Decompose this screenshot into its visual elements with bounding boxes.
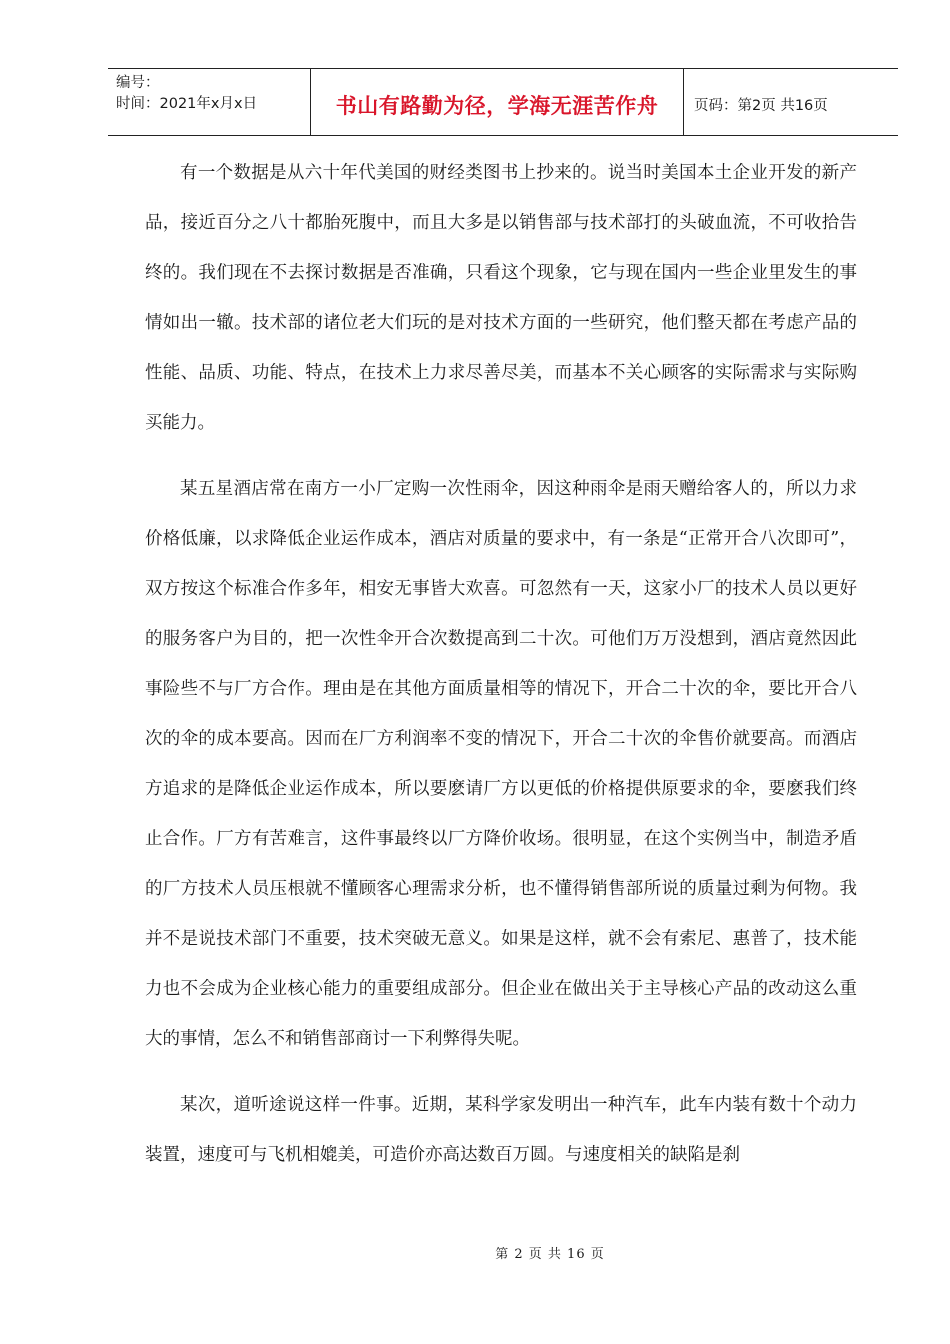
- page-header: [108, 68, 898, 136]
- page-footer: 第 2 页 共 16 页: [495, 1247, 605, 1262]
- header-motto: 书山有路勤为径，学海无涯苦作舟: [310, 69, 684, 135]
- header-page-code: 页码：第2页 共16页: [694, 97, 828, 114]
- paragraph-3: 某次，道听途说这样一件事。近期，某科学家发明出一种汽车，此车内装有数十个动力装置，速度可与飞机相媲美，可造价亦高达数百万圆。与速度相关的缺陷是刹: [145, 1095, 857, 1165]
- document-body: [145, 148, 857, 1196]
- paragraph-1: 有一个数据是从六十年代美国的财经类图书上抄来的。说当时美国本土企业开发的新产品，接近百分之八十都胎死腹中，而且大多是以销售部与技术部打的头破血流，不可收拾告终的。我们现在不去探讨数据是否准确，只看这个现象，它与现在国内一些企业里发生的事情如出一辙。技术部的诸位老大们玩的是对技术方面的一些研究，他们整天都在考虑产品的性能、品质、功能、特点，在技术上力求尽善尽美，而基本不关心顾客的实际需求与实际购买能力。: [145, 163, 857, 433]
- time-label: 时间：2021年x月x日: [116, 96, 258, 112]
- header-info-cell: [108, 69, 310, 135]
- paragraph-2: 某五星酒店常在南方一小厂定购一次性雨伞，因这种雨伞是雨天赠给客人的，所以力求价格低廉，以求降低企业运作成本，酒店对质量的要求中，有一条是“正常开合八次即可”，双方按这个标准合作多年，相安无事皆大欢喜。可忽然有一天，这家小厂的技术人员以更好的服务客户为目的，把一次性伞开合次数提高到二十次。可他们万万没想到，酒店竟然因此事险些不与厂方合作。理由是在其他方面质量相等的情况下，开合二十次的伞，要比开合八次的伞的成本要高。因而在厂方利润率不变的情况下，开合二十次的伞售价就要高。而酒店方追求的是降低企业运作成本，所以要麽请厂方以更低的价格提供原要求的伞，要麽我们终止合作。厂方有苦难言，这件事最终以厂方降价收场。很明显，在这个实例当中，制造矛盾的厂方技术人员压根就不懂顾客心理需求分析，也不懂得销售部所说的质量过剩为何物。我并不是说技术部门不重要，技术突破无意义。如果是这样，就不会有索尼、惠普了，技术能力也不会成为企业核心能力的重要组成部分。但企业在做出关于主导核心产品的改动这么重大的事情，怎么不和销售部商讨一下利弊得失呢。: [145, 479, 857, 1049]
- serial-label: 编号：: [116, 75, 160, 91]
